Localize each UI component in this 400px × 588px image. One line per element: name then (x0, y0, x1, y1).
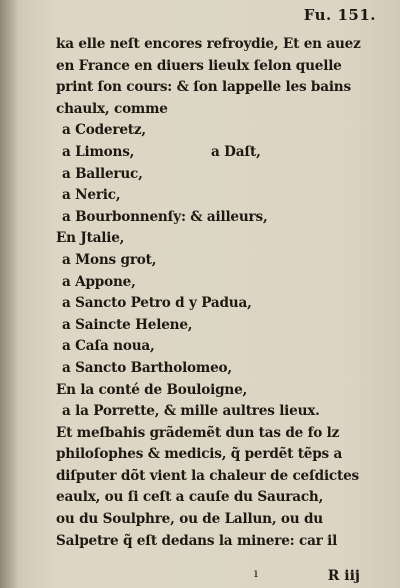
text-line: Salpetre q̃ eſt dedans la minere: car il (56, 532, 338, 549)
list-item-aside: a Daſt, (211, 143, 261, 160)
text-line: En Jtalie, (56, 230, 125, 247)
print-mark: ı (254, 566, 258, 580)
text-line: a Saincte Helene, (62, 316, 193, 333)
text-line: En la conté de Bouloigne, (56, 381, 248, 398)
text-line: en France en diuers lieulx ſelon quelle (56, 57, 342, 74)
text-line: a Caſa noua, (62, 338, 155, 355)
text-line: a Balleruc, (62, 165, 143, 182)
text-line: eaulx, ou ſi ceſt a cauſe du Saurach, (56, 489, 324, 506)
text-line: ou du Soulphre, ou de Lallun, ou du (56, 511, 323, 528)
text-line: a Mons grot, (62, 251, 157, 268)
folio-number: Fu. 151. (303, 6, 376, 24)
text-line: chaulx, comme (56, 100, 168, 117)
text-line: a Coderetz, (62, 122, 146, 139)
text-line: ka elle neſt encores refroydie, Et en auez (56, 36, 361, 52)
page-gutter (0, 0, 18, 588)
text-line: diſputer dõt vient la chaleur de ceſdictes (56, 467, 359, 484)
text-line: Et meſbahis grãdemẽt dun tas de fo lz (56, 424, 340, 441)
text-line: a Neric, (62, 187, 121, 204)
list-item: a Limons, (62, 143, 135, 160)
page-text (56, 34, 378, 552)
text-line: a Bourbonnenſy: & ailleurs, (62, 208, 268, 225)
text-line: a la Porrette, & mille aultres lieux. (62, 403, 320, 420)
text-line: a Appone, (62, 273, 136, 290)
text-line: print ſon cours: & ſon lappelle les bains (56, 79, 351, 96)
text-line (56, 142, 378, 164)
signature-mark: R iij (327, 568, 360, 584)
text-line: a Sancto Petro d y Padua, (62, 295, 252, 312)
text-line: philoſophes & medicis, q̃ perdẽt tẽps a (56, 446, 343, 463)
text-line: a Sancto Bartholomeo, (62, 359, 232, 376)
